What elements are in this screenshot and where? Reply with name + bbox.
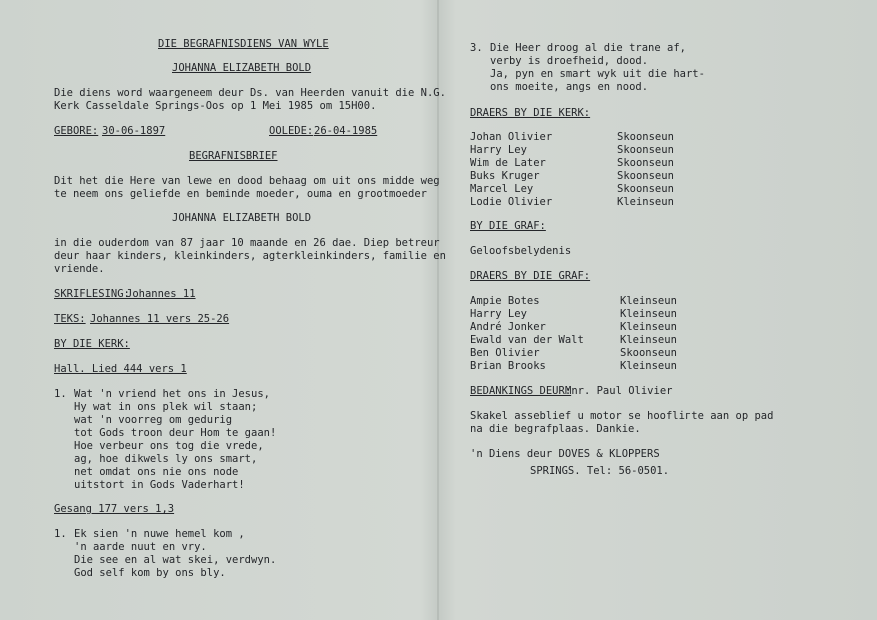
church-bearer-name: Wim de Later: [470, 157, 546, 169]
verse1-line-3: wat 'n voorreg om gedurig: [74, 414, 233, 426]
grave-bearer-role: Skoonseun: [620, 347, 677, 359]
verse1-line-4: tot Gods troon deur Hom te gaan!: [74, 427, 277, 439]
verse1-line-5: Hoe verbeur ons tog die vrede,: [74, 440, 264, 452]
request-line-2: na die begrafplaas. Dankie.: [470, 423, 641, 435]
grave-bearer-name: Ben Olivier: [470, 347, 540, 359]
verse1-number: 1.: [54, 388, 67, 400]
grave-heading: BY DIE GRAF:: [470, 220, 546, 232]
intro-line-1: Die diens word waargeneem deur Ds. van Heerden vanuit die N.G.: [54, 87, 446, 99]
church-heading: BY DIE KERK:: [54, 338, 130, 350]
text-label: TEKS:: [54, 313, 86, 325]
thanks-value: Mnr. Paul Olivier: [565, 385, 673, 397]
brief-line-1: Dit het die Here van lewe en dood behaag om uit ons midde weg: [54, 175, 440, 187]
scripture-value: Johannes 11: [126, 288, 196, 300]
deceased-name-2: JOHANNA ELIZABETH BOLD: [172, 212, 312, 224]
scripture-label: SKRIFLESING:: [54, 288, 130, 300]
grave-bearer-role: Kleinseun: [620, 360, 677, 372]
age-line-2: deur haar kinders, kleinkinders, agterkleinkinders, familie en: [54, 250, 446, 262]
church-bearer-name: Lodie Olivier: [470, 196, 553, 208]
verse3-line-2: verby is droefheid, dood.: [490, 55, 649, 67]
text-value: Johannes 11 vers 25-26: [90, 313, 230, 325]
verse1-line-6: ag, hoe dikwels ly ons smart,: [74, 453, 258, 465]
grave-bearer-role: Kleinseun: [620, 308, 677, 320]
church-bearer-role: Kleinseun: [617, 196, 674, 208]
church-bearer-role: Skoonseun: [617, 144, 674, 156]
funeral-service-by: 'n Diens deur DOVES & KLOPPERS: [470, 448, 660, 460]
verse2-line-4: God self kom by ons bly.: [74, 567, 226, 579]
church-bearer-name: Buks Kruger: [470, 170, 540, 182]
church-bearer-name: Marcel Ley: [470, 183, 534, 195]
grave-bearer-name: Harry Ley: [470, 308, 527, 320]
grave-bearers-heading: DRAERS BY DIE GRAF:: [470, 270, 591, 282]
grave-bearer-role: Kleinseun: [620, 334, 677, 346]
died-label: OOLEDE:: [269, 125, 314, 137]
verse3-line-1: Die Heer droog al die trane af,: [490, 42, 686, 54]
springs-contact: SPRINGS. Tel: 56-0501.: [530, 465, 670, 477]
verse2-line-3: Die see en al wat skei, verdwyn.: [74, 554, 277, 566]
hymn-heading: Hall. Lied 444 vers 1: [54, 363, 187, 375]
verse3-number: 3.: [470, 42, 483, 54]
born-date: 30-06-1897: [102, 125, 166, 137]
verse2-number: 1.: [54, 528, 67, 540]
thanks-label: BEDANKINGS DEUR:: [470, 385, 572, 397]
church-bearer-role: Skoonseun: [617, 170, 674, 182]
grave-bearer-role: Kleinseun: [620, 321, 677, 333]
church-bearer-role: Skoonseun: [617, 131, 674, 143]
church-bearers-heading: DRAERS BY DIE KERK:: [470, 107, 591, 119]
brief-line-2: te neem ons geliefde en beminde moeder, ouma en grootmoeder: [54, 188, 427, 200]
verse3-line-4: ons moeite, angs en nood.: [490, 81, 649, 93]
request-line-1: Skakel asseblief u motor se hooflігte aan op pad: [470, 410, 774, 422]
grave-bearer-name: Brian Brooks: [470, 360, 546, 372]
church-bearer-role: Skoonseun: [617, 183, 674, 195]
church-bearer-name: Harry Ley: [470, 144, 527, 156]
grave-bearer-name: André Jonker: [470, 321, 546, 333]
grave-bearer-role: Kleinseun: [620, 295, 677, 307]
gesang-heading: Gesang 177 vers 1,3: [54, 503, 175, 515]
brief-heading: BEGRAFNISBRIEF: [189, 150, 278, 162]
verse2-line-2: 'n aarde nuut en vry.: [74, 541, 207, 553]
born-label: GEBORE:: [54, 125, 99, 137]
age-line-1: in die ouderdom van 87 jaar 10 maande en 26 dae. Diep betreur: [54, 237, 440, 249]
died-date: 26-04-1985: [314, 125, 378, 137]
age-line-3: vriende.: [54, 263, 105, 275]
grave-bearer-name: Ewald van der Walt: [470, 334, 584, 346]
creed-text: Geloofsbelydenis: [470, 245, 572, 257]
program-title: DIE BEGRAFNISDIENS VAN WYLE: [158, 38, 329, 50]
verse3-line-3: Ja, pyn en smart wyk uit die hart-: [490, 68, 705, 80]
verse1-line-1: Wat 'n vriend het ons in Jesus,: [74, 388, 270, 400]
verse2-line-1: Ek sien 'n nuwe hemel kom ,: [74, 528, 245, 540]
verse1-line-2: Hy wat in ons plek wil staan;: [74, 401, 258, 413]
grave-bearer-name: Ampie Botes: [470, 295, 540, 307]
church-bearer-name: Johan Olivier: [470, 131, 553, 143]
verse1-line-7: net omdat ons nie ons node: [74, 466, 239, 478]
church-bearer-role: Skoonseun: [617, 157, 674, 169]
intro-line-2: Kerk Casseldale Springs-Oos op 1 Mei 1985 om 15H00.: [54, 100, 377, 112]
verse1-line-8: uitstort in Gods Vaderhart!: [74, 479, 245, 491]
deceased-name: JOHANNA ELIZABETH BOLD: [172, 62, 312, 74]
